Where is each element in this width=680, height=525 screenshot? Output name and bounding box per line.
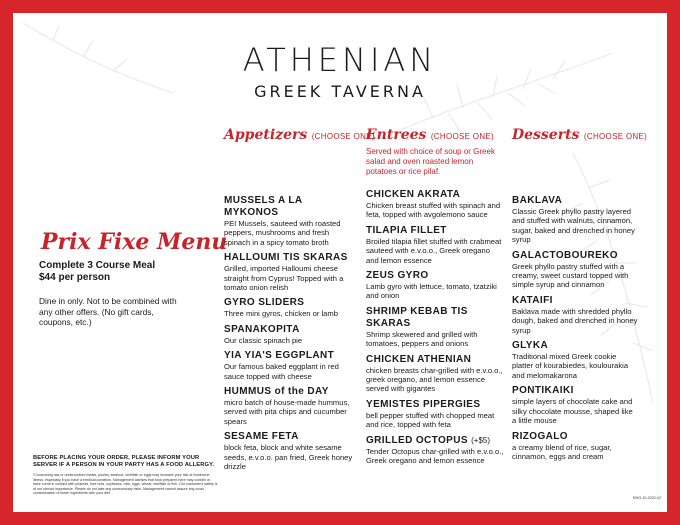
item-desc: block feta, block and white sesame seeds, e.v.o.o. pan fried, Greek honey drizzle: [224, 443, 353, 472]
brand-title: ATHENIAN: [242, 41, 438, 79]
item-name-text: CHICKEN AKRATA: [366, 189, 461, 200]
item-desc: Chicken breast stuffed with spinach and feta, topped with avgolemono sauce: [366, 201, 501, 220]
menu-item: [366, 189, 504, 220]
menu-item: [224, 386, 354, 426]
item-desc: a creamy blend of rice, sugar, cinnamon, eggs and cream: [512, 442, 612, 461]
desserts-header: [512, 126, 648, 144]
item-name: BAKLAVA: [512, 195, 563, 206]
item-desc: Three mini gyros, chicken or lamb: [224, 309, 338, 319]
menu-code: EMO-10-2022-V2: [633, 496, 662, 500]
menu-item: [224, 195, 354, 247]
item-desc: PEI Mussels, sauteed with roasted peppers, mushrooms and fresh spinach in a spicy tomato broth: [224, 219, 341, 247]
appetizers-header: [224, 126, 375, 144]
item-name: [366, 399, 504, 411]
menu-item: [224, 324, 354, 345]
item-name: [366, 225, 504, 237]
menu-item: [512, 340, 638, 380]
item-desc: Greek phyllo pastry stuffed with a creamy, sweet custard topped with simple syrup and cinnamon: [512, 261, 629, 290]
entrees-column: [366, 126, 504, 471]
menu-item: [366, 435, 504, 466]
appetizers-list: [224, 195, 354, 472]
appetizers-choose: (CHOOSE ONE): [311, 132, 375, 141]
menu-item: [224, 252, 354, 292]
menu-item: [512, 431, 638, 462]
item-desc: Classic Greek phyllo pastry layered and stuffed with walnuts, cinnamon, sugar, baked and drenched in honey syrup: [512, 207, 635, 245]
item-desc: Broiled tilapia fillet stuffed with crabmeat sauteed with e.v.o.o., Greek oregano and lemon essence: [366, 236, 502, 265]
allergy-notice: [33, 455, 218, 496]
entrees-note: Served with choice of soup or Greek salad and oven roasted lemon potatoes or rice pilaf.: [366, 147, 495, 176]
item-name: [366, 354, 504, 366]
menu-item: [366, 306, 504, 349]
item-name: [366, 435, 504, 447]
item-name: [366, 270, 504, 282]
item-desc: Shrimp skewered and grilled with tomatoes, peppers and onions: [366, 329, 478, 349]
item-name: GALACTOBOUREKO: [512, 249, 618, 261]
item-name: SPANAKOPITA: [224, 323, 300, 335]
menu-item: [512, 295, 638, 335]
item-name: KATAIFI: [512, 294, 553, 306]
item-desc: Traditional mixed Greek cookie platter of kourabiedes, koulourakia and melomakarona: [512, 352, 629, 380]
menu-item: [224, 350, 354, 381]
prix-fixe-meal: [39, 260, 155, 284]
item-name: HALLOUMI TIS SKARAS: [224, 252, 348, 264]
desserts-choose: (CHOOSE ONE): [583, 132, 648, 141]
desserts-column: [512, 126, 648, 466]
appetizers-heading: Appetizers: [224, 127, 308, 143]
menu-item: [512, 385, 638, 425]
item-name: HUMMUS of the DAY: [224, 386, 329, 398]
item-desc: Lamb gyro with lettuce, tomato, tzatziki and onion: [366, 282, 497, 301]
prix-fixe-title: Prix Fixe Menu: [41, 229, 228, 255]
menu-item: [224, 297, 354, 318]
menu-item: [512, 250, 638, 290]
prix-fixe-price: $44 per person: [39, 272, 111, 283]
item-name: MUSSELS A LA MYKONOS: [224, 195, 303, 218]
desserts-list: [512, 195, 638, 461]
menu-item: [224, 431, 354, 471]
item-desc: Our famous baked eggplant in red sauce topped with cheese: [224, 362, 339, 381]
prix-fixe-info: Dine in only. Not to be combined with any other offers. (No gift cards, coupons, etc.): [39, 296, 177, 327]
item-name-text: SHRIMP KEBAB TIS SKARAS: [366, 305, 468, 329]
item-desc: micro batch of house-made hummus, served with pita chips and cucumber spears: [224, 398, 350, 426]
entrees-header: [366, 126, 504, 144]
menu-item: [366, 270, 504, 301]
brand-header: [13, 41, 667, 101]
item-name: SESAME FETA: [224, 431, 299, 443]
brand-subtitle: GREEK TAVERNA: [254, 82, 426, 101]
item-name: [366, 189, 504, 201]
item-desc: bell pepper stuffed with chopped meat and rice, topped with feta: [366, 410, 495, 430]
item-desc: Tender Octopus char-grilled with e.v.o.o., Greek oregano and lemon essence: [366, 446, 504, 466]
menu-item: [366, 225, 504, 265]
item-name: YIA YIA'S EGGPLANT: [224, 350, 335, 362]
entrees-list: [366, 189, 504, 466]
item-name-text: GRILLED OCTOPUS: [366, 434, 468, 446]
item-name: GYRO SLIDERS: [224, 297, 305, 309]
item-name-text: CHICKEN ATHENIAN: [366, 353, 472, 365]
item-desc: Grilled, imported Halloumi cheese straight from Cyprus! Topped with a tomato onion relish: [224, 264, 344, 293]
allergy-heading: BEFORE PLACING YOUR ORDER, PLEASE INFORM YOUR SERVER IF A PERSON IN YOUR PARTY HAS A FOOD ALLERGY.: [33, 455, 215, 468]
allergy-fine-print: *Consuming raw or undercooked meats, poultry, seafood, shellfish or eggs may increase your risk of foodborne illness, especially if you have a medical condition. Management advises that food prepared here may contain or have come in contact with peanuts, tree nuts, soybeans, milk, eggs, wheat, shellfish or fish. Our customer's safety is of our utmost importance. Please do not take any unnecessary risks. Management cannot assure any cross contamination of these ingredients with your diet.: [33, 473, 218, 496]
item-desc: Baklava made with shredded phyllo dough, baked and drenched in honey syrup: [512, 306, 638, 335]
item-name: GLYKA: [512, 340, 549, 352]
item-desc: Our classic spinach pie: [224, 335, 303, 345]
menu-item: [512, 195, 638, 245]
item-surcharge: (+$5): [471, 435, 491, 445]
item-name: PONTIKAIKI: [512, 385, 574, 397]
item-name-text: ZEUS GYRO: [366, 270, 429, 282]
entrees-choose: (CHOOSE ONE): [430, 132, 495, 141]
item-name-text: YEMISTES PIPERGIES: [366, 398, 481, 410]
item-name: RIZOGALO: [512, 430, 568, 442]
item-name-text: TILAPIA FILLET: [366, 224, 447, 236]
appetizers-column: [224, 126, 375, 477]
desserts-heading: Desserts: [512, 127, 580, 143]
menu-item: [366, 354, 504, 394]
item-name: [366, 306, 504, 330]
menu-item: [366, 399, 504, 430]
prix-fixe-meal-line: Complete 3 Course Meal: [39, 260, 156, 271]
item-desc: simple layers of chocolate cake and silky chocolate mousse, shaped like a little mouse: [512, 397, 633, 426]
entrees-heading: Entrees: [366, 127, 427, 143]
item-desc: chicken breasts char-grilled with e.v.o.o., greek oregano, and lemon essence served with gigantes: [366, 365, 503, 394]
